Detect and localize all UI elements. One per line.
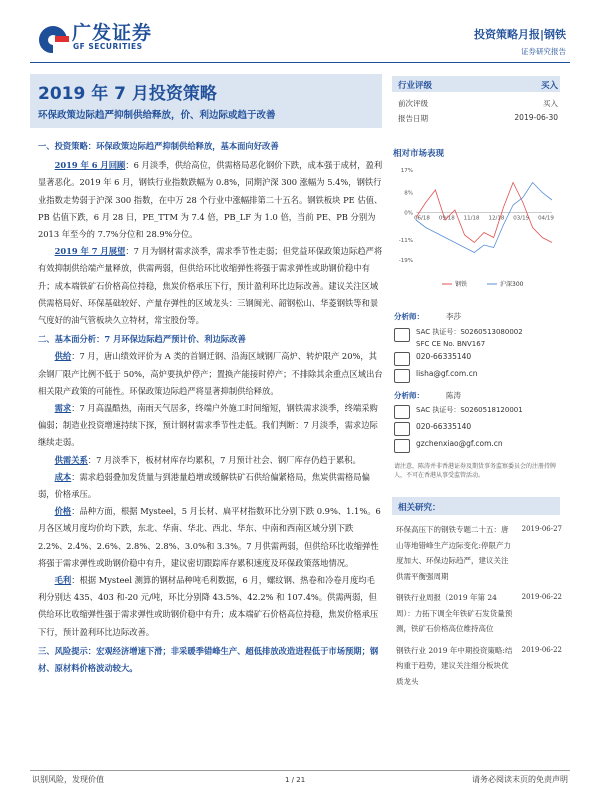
related-item-1-text: 环保高压下的钢铁专题二十五：唐山等地错峰生产边际变化:停限产力度加大、环保边际趋严，建议关注供需平衡强周期 — [396, 525, 512, 581]
balance-text: ：7 月淡季下，板材材库存均累积，7 月预计社会、钢厂库存仍趋于累积。 — [87, 454, 361, 465]
demand-label: 需求 — [54, 403, 72, 414]
y-tick-label: 8% — [404, 190, 413, 197]
related-item-2-text: 钢铁行业周报（2019 年第 24 周）：力拓下调全年铁矿石发货量预测，铁矿石价格高位维持高位 — [396, 593, 513, 633]
report-type: 投资策略月报|钢铁 — [473, 28, 566, 41]
rating-label: 行业评级 — [398, 81, 433, 91]
related-item-3[interactable] — [396, 643, 562, 690]
cost-paragraph — [38, 469, 383, 503]
legend-label: 沪深300 — [500, 281, 524, 288]
analyst-2-email[interactable]: gzchenxiao@gf.com.cn — [416, 439, 503, 448]
prev-rating-value: 买入 — [543, 99, 558, 108]
s1-p1-text: ：6 月淡季，供给高位，供需格局恶化钢价下跌，成本强于成材，盈利显著恶化。2019 年 6 月，钢铁行业指数跌幅为 0.8%，同期沪深 300 涨幅为 5.4%，钢铁行业指数走势弱于沪深 300 指数，在中万 28 个行业中涨幅排第二十五名。钢铁板块 PE 估值、PB 估值下跌，6 月 28 日，PE_TTM 为 7.4 倍，PB_LF 为 1.0 倍，当前 PE、PB 分别为 2013 年至今的 7.7%分位和 28.9%分位。 — [38, 160, 383, 240]
profit-text: ：根据 Mysteel 测算的钢材品种吨毛利数据，6 月，螺纹钢、热卷和冷卷月度均毛利分别达 435、403 和-20 元/吨，环比分别降 43.5%、42.2% 和 107.4%。供需两弱，但供给环比收缩弹性强于需求弹性或助钢价稳中有升；成本端矿石价格高位持稳，焦炭价格承压下行，预计盈利环比边际改善。 — [38, 575, 379, 637]
phone-icon — [394, 422, 410, 436]
related-item-3-text: 钢铁行业 2019 年中期投资策略:结构重于趋势，建议关注细分板块优质龙头 — [396, 645, 513, 686]
phone-icon — [394, 352, 410, 366]
report-date-label: 报告日期 — [398, 114, 428, 123]
analyst-1-email[interactable]: lisha@gf.com.cn — [416, 369, 478, 378]
prev-rating-label: 前次评级 — [398, 99, 428, 108]
y-tick-label: -11% — [398, 238, 413, 244]
x-tick-label: 12/18 — [488, 215, 505, 222]
analyst-block-2 — [394, 390, 564, 456]
profit-paragraph — [38, 572, 383, 641]
related-item-2[interactable] — [396, 590, 562, 637]
related-item-1-date: 2019-06-27 — [521, 525, 562, 533]
s1-p2-label: 2019 年 7 月展望 — [54, 246, 126, 257]
balance-paragraph — [38, 452, 383, 469]
profit-label: 毛利 — [54, 575, 72, 586]
page-number: 1 / 21 — [285, 776, 306, 784]
y-tick-label: 0% — [404, 210, 413, 217]
rating-value: 买入 — [540, 81, 558, 91]
demand-text: ：7 月高温酷热，南雨天气居多，终端户外施工时间缩短，钢铁需求淡季，终端采购偏弱；制造业投资增速持续下探，预计钢材需求季节性走低。我们判断：7 月淡季，需求边际继续走弱。 — [38, 403, 378, 448]
section-1-paragraph-1 — [38, 157, 383, 243]
analyst-1-phone: 020-66335140 — [416, 352, 472, 361]
relative-performance-chart — [392, 160, 560, 300]
analyst-2-label: 分析师： — [394, 391, 424, 400]
report-date-value: 2019-06-30 — [514, 113, 558, 122]
legend-label: 钢铁 — [455, 281, 468, 288]
related-title: 相关研究： — [398, 503, 441, 513]
analyst-1-name: 李莎 — [446, 312, 461, 321]
report-sub: 证券研究报告 — [521, 47, 566, 56]
y-tick-label: 17% — [400, 168, 413, 174]
x-tick-label: 06/18 — [414, 215, 430, 222]
logo-en-text: GF SECURITIES — [73, 42, 143, 51]
id-card-icon — [394, 328, 410, 342]
page-subtitle: 环保政策边际趋严抑制供给释放，价、利边际或趋于改善 — [38, 110, 276, 121]
x-tick-label: 11/18 — [463, 215, 480, 222]
demand-paragraph — [38, 400, 383, 452]
analyst-1-sac: SAC 执证号：S0260513080002 — [416, 328, 523, 336]
x-tick-label: 03/19 — [513, 215, 530, 222]
x-tick-label: 09/18 — [438, 215, 455, 222]
related-item-1[interactable] — [396, 522, 562, 584]
related-item-2-date: 2019-06-22 — [521, 593, 562, 601]
analyst-1-label: 分析师： — [394, 312, 424, 321]
cost-text: ：需求趋弱叠加发货量与到港量趋增或缓解铁矿石供给偏紧格局，焦炭供需格局偏弱，价格承压。 — [38, 471, 370, 500]
supply-paragraph — [38, 348, 383, 400]
supply-text: ：7 月，唐山绩效评价为 A 类的首钢迁钢、沿海区域钢厂高炉、转炉限产 20%，其余钢厂限产比例不低于 50%，高炉要执炉停产；置换产能接时停产；不排除其余重点区域出台相关限产政策的可能性。环保政策边际趋严将显著抑制供给释放。 — [38, 351, 383, 396]
main-body — [38, 138, 383, 677]
section-3-heading: 三、风险提示：宏观经济增速下滑；非采暖季错峰生产、超低排放改造进程低于市场预期；钢材、原材料价格波动较大。 — [38, 645, 379, 674]
analyst-1-sfc: SFC CE No. BNV167 — [416, 340, 486, 348]
price-paragraph — [38, 503, 383, 572]
y-tick-label: -19% — [398, 258, 413, 264]
contact-note: 请注意，陈涛并非香港证券及期货事务监察委员会的注册持牌人，不可在香港从事受监管活动。 — [394, 463, 557, 479]
related-list — [396, 522, 562, 689]
x-tick-label: 04/19 — [538, 215, 554, 222]
balance-label: 供需关系 — [54, 454, 88, 465]
footer-disclaimer: 请务必阅读末页的免责声明 — [472, 775, 568, 784]
chart-title: 相对市场表现 — [393, 149, 445, 159]
section-1-paragraph-2 — [38, 243, 383, 329]
price-text: ：品种方面，根据 Mysteel，5 月长材、扁平材指数环比分别下跌 0.9%、1.1%。6 月各区域月度均价均下跌，东北、华南、华北、西北、华东、中南和西南区域分别下跌 2.2%、2.4%、2.6%、2.8%、2.8%、3.0%和 3.3%。7 月供需两弱，但供给环比收缩弹性将强于需求弹性或助钢价稳中有升，建议密切跟踪库存累积速度及环保政策落地情况。 — [38, 506, 381, 568]
footer-divider — [30, 770, 570, 771]
analyst-2-phone: 020-66335140 — [416, 422, 472, 431]
analyst-2-sac: SAC 执证号：S0260518120001 — [416, 406, 523, 414]
email-icon — [394, 369, 410, 383]
header-divider — [30, 62, 570, 63]
footer-slogan: 识别风险，发现价值 — [32, 775, 104, 784]
analyst-block-1 — [394, 311, 564, 386]
email-icon — [394, 439, 410, 453]
logo-cn-text: 广发证券 — [72, 22, 153, 44]
id-card-icon — [394, 405, 410, 419]
s1-p1-label: 2019 年 6 月回顾 — [54, 160, 126, 171]
analyst-2-name: 陈涛 — [446, 391, 461, 400]
page-title: 2019 年 7 月投资策略 — [38, 84, 217, 104]
s1-p2-text: ：7 月为钢材需求淡季，需求季节性走弱；但党益环保政策边际趋严将有效抑制供给端产量释放，供需两弱，但供给环比收缩弹性将强于需求弹性或助钢价稳中有升；成本端铁矿石价格高位持稳，焦炭价格承压下行，预计盈利环比边际改善。建议关注区域供需格局好、环保基础较好、产量存弹性的区域龙头：三钢闽光、韶钢松山、华菱钢铁等和景气度好的油气管板块久立特材，常宝股份等。 — [38, 246, 383, 326]
related-item-3-date: 2019-06-22 — [521, 645, 562, 654]
cost-label: 成本 — [54, 471, 72, 482]
section-1-heading: 一、投资策略：环保政策边际趋严抑制供给释放，基本面向好改善 — [38, 141, 279, 151]
supply-label: 供给 — [54, 351, 72, 362]
section-2-heading: 二、基本面分析：7 月环保边际趋严预计价、利边际改善 — [38, 334, 246, 345]
price-label: 价格 — [54, 506, 72, 517]
